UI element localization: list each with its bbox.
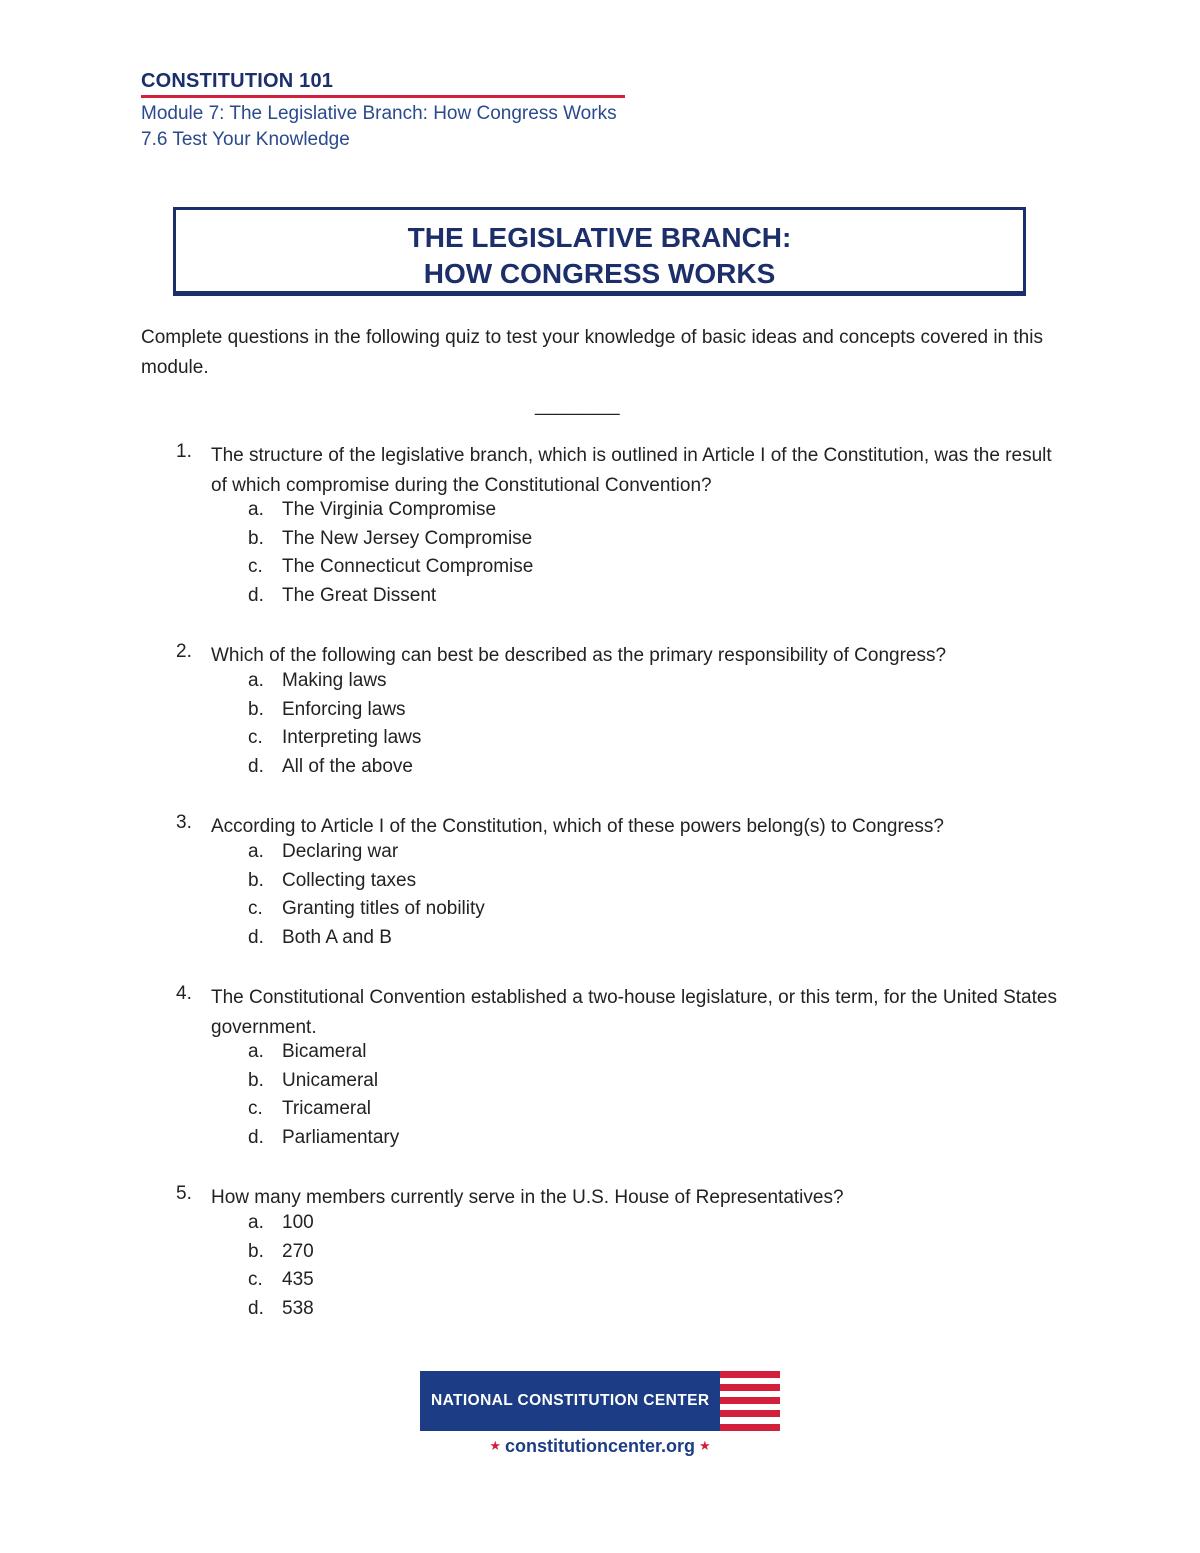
question-number: 1. [176,441,192,462]
title-line-1: THE LEGISLATIVE BRANCH: [407,222,792,253]
question-text: The structure of the legislative branch, which is outlined in Article I of the Constitution, was the result of which compromise during the Constitutional Convention? [211,445,1052,496]
option-text: The Virginia Compromise [282,499,497,520]
logo-block [420,1371,720,1431]
question-text: How many members currently serve in the U.S. House of Representatives? [211,1187,844,1208]
option-text: 100 [282,1212,314,1233]
option-text: Enforcing laws [282,698,406,720]
option-letter: c. [248,727,263,749]
logo-text: NATIONAL CONSTITUTION CENTER [431,1392,710,1409]
flag-stripes [720,1371,780,1431]
option-letter: c. [248,556,263,578]
question-text: Which of the following can best be described as the primary responsibility of Congress? [211,645,947,666]
star-icon: ★ [489,1438,501,1453]
footer-url-text: constitutioncenter.org [504,1436,695,1456]
option-text: 270 [282,1240,314,1262]
option-letter: c. [248,1098,263,1120]
option-text: 435 [282,1269,314,1291]
option-letter: d. [248,1298,264,1320]
option-letter: a. [248,1212,264,1233]
option-text: Collecting taxes [282,869,417,891]
option-letter: b. [248,1240,264,1262]
section-divider: ________ [535,395,620,416]
option-text: Making laws [282,670,387,691]
option-text: The Great Dissent [282,585,437,607]
module-subtitle: Module 7: The Legislative Branch: How Congress Works [141,103,617,124]
option-letter: d. [248,927,264,949]
option-text: The New Jersey Compromise [282,527,533,549]
option-text: Tricameral [282,1098,372,1120]
option-text: Unicameral [282,1069,379,1091]
option-text: Declaring war [282,841,399,862]
question-number: 3. [176,812,192,833]
option-letter: a. [248,841,264,862]
ncc-logo [420,1371,780,1431]
option-letter: b. [248,527,264,549]
option-text: 538 [282,1298,314,1320]
option-text: The Connecticut Compromise [282,556,534,578]
option-letter: b. [248,1069,264,1091]
option-letter: b. [248,698,264,720]
option-letter: c. [248,1269,263,1291]
question-text: According to Article I of the Constitution, which of these powers belong(s) to Congress? [211,816,944,837]
intro-paragraph: Complete questions in the following quiz to test your knowledge of basic ideas and concepts covered in this module. [141,327,1043,378]
header-title: CONSTITUTION 101 [141,70,334,92]
option-text: Bicameral [282,1041,367,1062]
header-rule [141,95,625,98]
question-number: 5. [176,1183,192,1204]
title-line-2: HOW CONGRESS WORKS [423,258,776,289]
option-letter: c. [248,898,263,920]
option-text: Parliamentary [282,1127,400,1149]
section-subtitle: 7.6 Test Your Knowledge [141,129,350,150]
option-letter: d. [248,756,264,778]
question-number: 2. [176,641,192,662]
option-text: All of the above [282,756,413,778]
option-text: Both A and B [282,927,392,949]
question-number: 4. [176,983,192,1004]
option-letter: a. [248,499,264,520]
title-box [173,207,1026,296]
question-text: The Constitutional Convention established a two-house legislature, or this term, for the United States government. [211,987,1057,1038]
star-icon: ★ [699,1438,711,1453]
option-text: Interpreting laws [282,727,422,749]
option-letter: d. [248,585,264,607]
option-letter: b. [248,869,264,891]
option-text: Granting titles of nobility [282,898,485,920]
footer-url [420,1436,780,1457]
option-letter: a. [248,1041,264,1062]
option-letter: d. [248,1127,264,1149]
option-letter: a. [248,670,264,691]
